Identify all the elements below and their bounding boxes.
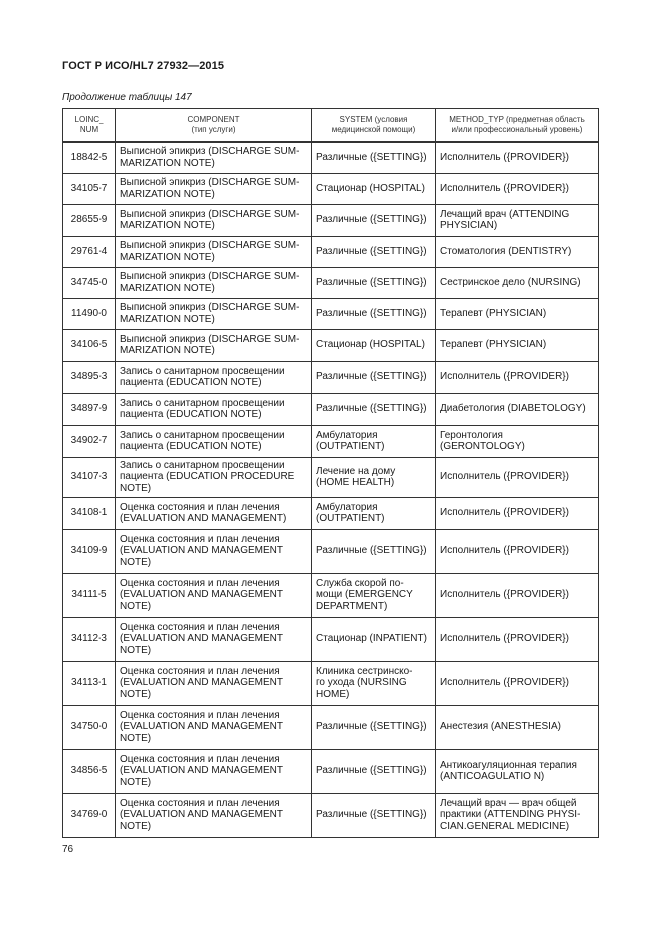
cell-line: NOTE) (120, 732, 152, 744)
cell-line: мощи (EMERGENCY (316, 589, 413, 601)
cell-line: пациента (EDUCATION NOTE) (120, 441, 262, 452)
method-cell (436, 329, 599, 361)
column-header-line: COMPONENT (187, 115, 240, 124)
cell-line: NOTE) (120, 688, 152, 700)
component-cell (116, 204, 312, 236)
cell-line: NOTE) (120, 820, 152, 832)
cell-line: практики (ATTENDING PHYSI- (440, 809, 581, 821)
table-row (63, 529, 599, 573)
cell-line: Выписной эпикриз (DISCHARGE SUM- (120, 271, 300, 282)
loinc-num-cell: 34750-0 (63, 705, 116, 749)
loinc-num-cell: 34113-1 (63, 661, 116, 705)
method-cell (436, 267, 599, 298)
cell-line: Оценка состояния и план лечения (120, 533, 280, 545)
cell-line: Оценка состояния и план лечения (120, 665, 280, 677)
cell-line: Исполнитель ({PROVIDER}) (440, 545, 569, 557)
table-row (63, 393, 599, 425)
system-cell (312, 425, 436, 457)
cell-line: MARIZATION NOTE) (120, 313, 215, 325)
cell-line: HOME) (316, 688, 350, 700)
method-cell (436, 236, 599, 267)
table-row (63, 457, 599, 497)
cell-line: DEPARTMENT) (316, 600, 388, 612)
system-cell (312, 173, 436, 204)
system-cell (312, 142, 436, 173)
loinc-num-cell: 18842-5 (63, 142, 116, 173)
cell-line: Различные ({SETTING}) (316, 721, 427, 733)
table-row (63, 142, 599, 173)
table-row (63, 573, 599, 617)
loinc-num-cell: 34745-0 (63, 267, 116, 298)
column-header-line: LOINC_ (74, 115, 104, 124)
table-row (63, 298, 599, 329)
method-cell (436, 142, 599, 173)
component-cell (116, 457, 312, 497)
component-cell (116, 142, 312, 173)
cell-line: Различные ({SETTING}) (316, 214, 427, 226)
cell-line: Амбулатория (316, 429, 378, 441)
cell-line: Различные ({SETTING}) (316, 765, 427, 777)
method-cell (436, 361, 599, 393)
cell-line: Запись о санитарном просвещении (120, 459, 285, 471)
system-cell (312, 497, 436, 529)
loinc-num-cell: 34769-0 (63, 793, 116, 837)
column-header-line: SYSTEM (условия (339, 115, 408, 124)
cell-line: Запись о санитарном просвещении (120, 429, 285, 441)
cell-line: MARIZATION NOTE) (120, 282, 215, 294)
table-row (63, 425, 599, 457)
cell-line: MARIZATION NOTE) (120, 345, 215, 356)
loinc-num-cell: 34111-5 (63, 573, 116, 617)
table-row (63, 204, 599, 236)
cell-line: пациента (EDUCATION PROCEDURE (120, 471, 295, 483)
column-header-system (312, 109, 436, 143)
system-cell (312, 329, 436, 361)
table-row (63, 497, 599, 529)
cell-line: Исполнитель ({PROVIDER}) (440, 507, 569, 519)
cell-line: Выписной эпикриз (DISCHARGE SUM- (120, 302, 300, 313)
table-row (63, 661, 599, 705)
cell-line: Стационар (INPATIENT) (316, 633, 427, 645)
column-header-line: и/или профессиональный уровень) (451, 125, 583, 134)
component-cell (116, 529, 312, 573)
cell-line: Лечение на дому (316, 465, 396, 477)
cell-line: (ANTICOAGULATIO N) (440, 771, 545, 782)
system-cell (312, 661, 436, 705)
cell-line: Терапевт (PHYSICIAN) (440, 307, 547, 319)
cell-line: пациента (EDUCATION NOTE) (120, 377, 262, 388)
cell-line: Исполнитель ({PROVIDER}) (440, 633, 569, 645)
loinc-num-cell: 11490-0 (63, 298, 116, 329)
component-cell (116, 267, 312, 298)
cell-line: Исполнитель ({PROVIDER}) (440, 677, 569, 689)
cell-line: NOTE) (120, 600, 152, 612)
component-cell (116, 497, 312, 529)
component-cell (116, 236, 312, 267)
cell-line: NOTE) (120, 556, 152, 568)
cell-line: Оценка состояния и план лечения (120, 501, 280, 513)
cell-line: Клиника сестринско- (316, 665, 413, 677)
cell-line: Выписной эпикриз (DISCHARGE SUM- (120, 333, 300, 345)
cell-line: MARIZATION NOTE) (120, 188, 215, 200)
system-cell (312, 617, 436, 661)
column-header-line: METHOD_TYP (предметная область (449, 115, 585, 124)
component-cell (116, 361, 312, 393)
component-cell (116, 617, 312, 661)
component-cell (116, 661, 312, 705)
cell-line: Лечащий врач — врач общей (440, 797, 577, 809)
cell-line: Различные ({SETTING}) (316, 276, 427, 288)
cell-line: MARIZATION NOTE) (120, 220, 215, 231)
component-cell (116, 393, 312, 425)
cell-line: Различные ({SETTING}) (316, 371, 427, 383)
cell-line: Диабетология (DIABETOLOGY) (440, 403, 586, 415)
cell-line: (HOME HEALTH) (316, 477, 395, 488)
table-row (63, 361, 599, 393)
cell-line: (OUTPATIENT) (316, 441, 385, 452)
cell-line: (EVALUATION AND MANAGEMENT (120, 677, 283, 689)
cell-line: Различные ({SETTING}) (316, 245, 427, 257)
system-cell (312, 361, 436, 393)
loinc-num-cell: 29761-4 (63, 236, 116, 267)
cell-line: Различные ({SETTING}) (316, 152, 427, 163)
loinc-num-cell: 34108-1 (63, 497, 116, 529)
loinc-num-cell: 34897-9 (63, 393, 116, 425)
cell-line: Лечащий врач (ATTENDING (440, 208, 570, 220)
table-body (63, 142, 599, 837)
cell-line: Стоматология (DENTISTRY) (440, 245, 572, 257)
system-cell (312, 236, 436, 267)
method-cell (436, 705, 599, 749)
table-row (63, 793, 599, 837)
cell-line: Терапевт (PHYSICIAN) (440, 339, 547, 351)
cell-line: Служба скорой по- (316, 577, 404, 589)
cell-line: MARIZATION NOTE) (120, 157, 215, 169)
cell-line: (EVALUATION AND MANAGEMENT (120, 545, 283, 557)
cell-line: NOTE) (120, 482, 152, 494)
document-header: ГОСТ Р ИСО/HL7 27932—2015 (62, 60, 225, 72)
cell-line: NOTE) (120, 644, 152, 656)
loinc-num-cell: 34106-5 (63, 329, 116, 361)
loinc-num-cell: 34902-7 (63, 425, 116, 457)
cell-line: Оценка состояния и план лечения (120, 753, 280, 765)
component-cell (116, 298, 312, 329)
system-cell (312, 749, 436, 793)
system-cell (312, 529, 436, 573)
loinc-num-cell: 34107-3 (63, 457, 116, 497)
cell-line: пациента (EDUCATION NOTE) (120, 409, 262, 420)
component-cell (116, 793, 312, 837)
cell-line: Различные ({SETTING}) (316, 403, 427, 415)
column-header-loinc (63, 109, 116, 143)
table-row (63, 749, 599, 793)
page-number: 76 (62, 844, 74, 855)
system-cell (312, 267, 436, 298)
column-header-component (116, 109, 312, 143)
system-cell (312, 793, 436, 837)
cell-line: (EVALUATION AND MANAGEMENT (120, 633, 283, 645)
method-cell (436, 497, 599, 529)
cell-line: Различные ({SETTING}) (316, 545, 427, 557)
cell-line: Запись о санитарном просвещении (120, 365, 285, 377)
method-cell (436, 793, 599, 837)
column-header-line: медицинской помощи) (331, 125, 416, 134)
method-cell (436, 749, 599, 793)
cell-line: Оценка состояния и план лечения (120, 577, 280, 589)
method-cell (436, 617, 599, 661)
loinc-num-cell: 34109-9 (63, 529, 116, 573)
system-cell (312, 298, 436, 329)
cell-line: Исполнитель ({PROVIDER}) (440, 589, 569, 601)
loinc-num-cell: 34856-5 (63, 749, 116, 793)
cell-line: Выписной эпикриз (DISCHARGE SUM- (120, 177, 300, 188)
system-cell (312, 393, 436, 425)
system-cell (312, 705, 436, 749)
cell-line: (EVALUATION AND MANAGEMENT (120, 721, 283, 733)
loinc-num-cell: 28655-9 (63, 204, 116, 236)
cell-line: Выписной эпикриз (DISCHARGE SUM- (120, 146, 300, 158)
cell-line: Исполнитель ({PROVIDER}) (440, 471, 569, 483)
method-cell (436, 425, 599, 457)
cell-line: Амбулатория (316, 501, 378, 513)
cell-line: Стационар (HOSPITAL) (316, 339, 425, 351)
cell-line: (EVALUATION AND MANAGEMENT) (120, 513, 287, 524)
loinc-num-cell: 34105-7 (63, 173, 116, 204)
component-cell (116, 749, 312, 793)
cell-line: (OUTPATIENT) (316, 513, 385, 524)
table-row (63, 617, 599, 661)
method-cell (436, 529, 599, 573)
cell-line: (EVALUATION AND MANAGEMENT (120, 809, 283, 821)
data-table (62, 108, 599, 838)
method-cell (436, 457, 599, 497)
column-header-method (436, 109, 599, 143)
cell-line: Анестезия (ANESTHESIA) (440, 721, 561, 733)
table-header-row (63, 109, 599, 143)
cell-line: Исполнитель ({PROVIDER}) (440, 182, 569, 194)
table-caption: Продолжение таблицы 147 (62, 92, 192, 103)
component-cell (116, 425, 312, 457)
component-cell (116, 173, 312, 204)
component-cell (116, 573, 312, 617)
cell-line: Стационар (HOSPITAL) (316, 182, 425, 194)
cell-line: Различные ({SETTING}) (316, 307, 427, 319)
table-row (63, 329, 599, 361)
cell-line: го ухода (NURSING (316, 677, 407, 689)
method-cell (436, 393, 599, 425)
cell-line: Оценка состояния и план лечения (120, 797, 280, 809)
component-cell (116, 705, 312, 749)
system-cell (312, 457, 436, 497)
cell-line: Сестринское дело (NURSING) (440, 276, 581, 288)
method-cell (436, 573, 599, 617)
cell-line: MARIZATION NOTE) (120, 251, 215, 263)
cell-line: Оценка состояния и план лечения (120, 621, 280, 633)
loinc-num-cell: 34895-3 (63, 361, 116, 393)
method-cell (436, 173, 599, 204)
cell-line: Исполнитель ({PROVIDER}) (440, 371, 569, 383)
method-cell (436, 661, 599, 705)
cell-line: NOTE) (120, 776, 152, 788)
cell-line: Различные ({SETTING}) (316, 809, 427, 821)
cell-line: Выписной эпикриз (DISCHARGE SUM- (120, 240, 300, 251)
table-row (63, 705, 599, 749)
cell-line: PHYSICIAN) (440, 220, 498, 231)
cell-line: Запись о санитарном просвещении (120, 397, 285, 409)
table-row (63, 173, 599, 204)
column-header-line: (тип услуги) (191, 125, 236, 134)
cell-line: Исполнитель ({PROVIDER}) (440, 152, 569, 163)
table-row (63, 267, 599, 298)
method-cell (436, 298, 599, 329)
cell-line: (GERONTOLOGY) (440, 441, 525, 452)
system-cell (312, 573, 436, 617)
method-cell (436, 204, 599, 236)
column-header-line: NUM (79, 125, 99, 134)
cell-line: CIAN.GENERAL MEDICINE) (440, 820, 570, 832)
cell-line: (EVALUATION AND MANAGEMENT (120, 765, 283, 777)
cell-line: Антикоагуляционная терапия (440, 759, 577, 771)
system-cell (312, 204, 436, 236)
cell-line: (EVALUATION AND MANAGEMENT (120, 589, 283, 601)
table-row (63, 236, 599, 267)
loinc-num-cell: 34112-3 (63, 617, 116, 661)
cell-line: Геронтология (440, 429, 503, 441)
component-cell (116, 329, 312, 361)
cell-line: Выписной эпикриз (DISCHARGE SUM- (120, 208, 300, 220)
cell-line: Оценка состояния и план лечения (120, 709, 280, 721)
